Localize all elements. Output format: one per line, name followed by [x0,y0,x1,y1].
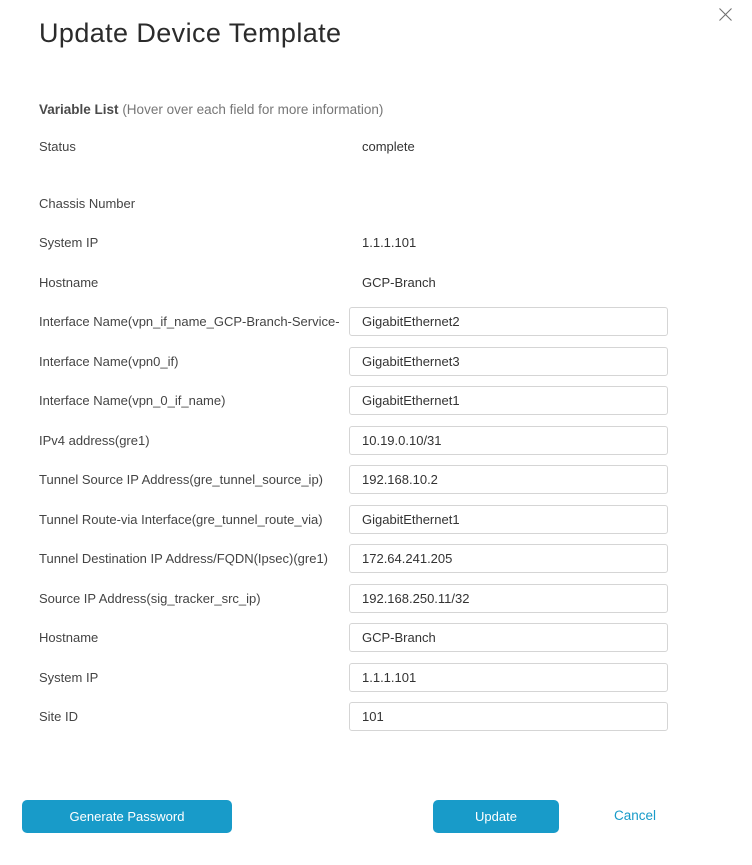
field-value-status: complete [362,139,415,155]
tunnel-source-ip-input[interactable] [349,465,668,494]
field-label-system-ip-editable: System IP [39,669,99,685]
system-ip-input[interactable] [349,663,668,692]
generate-password-button[interactable]: Generate Password [22,800,232,833]
field-row-interface-name-vpn-0-if-name [39,381,668,421]
variable-list-label: Variable List [39,102,119,117]
close-icon [718,7,733,22]
field-row-status [39,127,668,167]
field-label-status: Status [39,139,76,155]
field-row-ipv4-address-gre1 [39,421,668,461]
field-row-tunnel-destination-ip [39,539,668,579]
field-row-source-ip-sig-tracker [39,579,668,619]
variable-list-heading [39,102,383,117]
field-label-system-ip: System IP [39,235,99,251]
tunnel-route-via-input[interactable] [349,505,668,534]
interface-name-vpn0-if-input[interactable] [349,347,668,376]
field-row-tunnel-source-ip [39,460,668,500]
site-id-input[interactable] [349,702,668,731]
variable-list [39,127,668,737]
field-row-system-ip-editable [39,658,668,698]
field-row-interface-name-vpn0-if [39,342,668,382]
variable-list-hint: (Hover over each field for more information) [122,102,384,117]
field-value-hostname: GCP-Branch [362,274,436,290]
field-label-hostname-editable: Hostname [39,630,99,646]
field-label-ipv4-address-gre1: IPv4 address(gre1) [39,432,150,448]
dialog-footer [0,800,752,840]
field-label-tunnel-route-via: Tunnel Route-via Interface(gre_tunnel_route_via) [39,511,323,527]
page-title: Update Device Template [39,18,342,48]
field-label-hostname: Hostname [39,274,99,290]
field-row-interface-name-service-vpn [39,302,668,342]
field-label-source-ip-sig-tracker: Source IP Address(sig_tracker_src_ip) [39,590,261,606]
field-row-system-ip [39,223,668,263]
field-label-interface-name-vpn-0-if-name: Interface Name(vpn_0_if_name) [39,393,226,409]
update-button[interactable]: Update [433,800,559,833]
cancel-button[interactable]: Cancel [614,808,657,823]
field-row-tunnel-route-via [39,500,668,540]
field-label-tunnel-destination-ip: Tunnel Destination IP Address/FQDN(Ipsec)(gre1) [39,551,329,567]
field-row-hostname-editable [39,618,668,658]
field-label-interface-name-vpn0-if: Interface Name(vpn0_if) [39,353,179,369]
field-label-interface-name-service-vpn: Interface Name(vpn_if_name_GCP-Branch-Service- [39,314,340,330]
field-label-site-id: Site ID [39,709,79,725]
field-label-chassis-number: Chassis Number [39,195,136,211]
field-row-site-id [39,697,668,737]
tunnel-destination-ip-input[interactable] [349,544,668,573]
field-label-tunnel-source-ip: Tunnel Source IP Address(gre_tunnel_source_ip) [39,472,324,488]
interface-name-vpn-0-if-name-input[interactable] [349,386,668,415]
close-button[interactable] [716,5,734,23]
field-row-chassis-number [39,184,668,224]
field-value-system-ip: 1.1.1.101 [362,235,417,251]
source-ip-sig-tracker-input[interactable] [349,584,668,613]
interface-name-service-vpn-input[interactable] [349,307,668,336]
field-row-hostname [39,263,668,303]
ipv4-address-gre1-input[interactable] [349,426,668,455]
hostname-input[interactable] [349,623,668,652]
